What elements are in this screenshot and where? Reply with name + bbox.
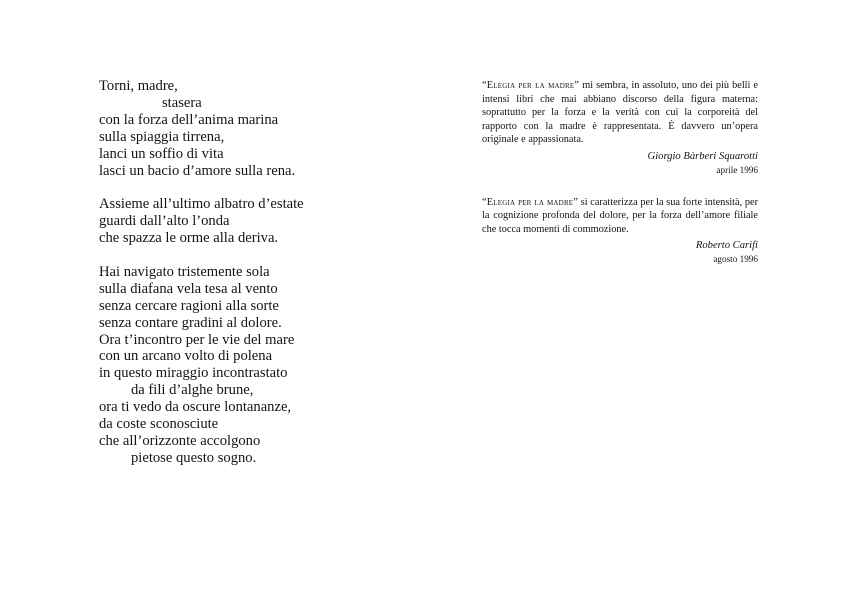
- poem-line: con la forza dell’anima marina: [99, 111, 279, 128]
- poem-line: Ora t’incontro per le vie del mare: [99, 331, 295, 348]
- poem-line: senza contare gradini al dolore.: [99, 314, 282, 331]
- poem-line: sulla spiaggia tirrena,: [99, 128, 225, 145]
- poem-line: lasci un bacio d’amore sulla rena.: [99, 162, 296, 179]
- poem-line: da coste sconosciute: [99, 416, 219, 433]
- review-date: aprile 1996: [716, 164, 758, 175]
- poem-line: in questo miraggio incontrastato: [99, 365, 288, 382]
- poem-line: pietose questo sogno.: [131, 449, 257, 466]
- review-book-title: “Elegia per la madre”: [482, 196, 579, 208]
- review-text: [482, 79, 758, 147]
- poem-line: che spazza le orme alla deriva.: [99, 230, 279, 247]
- review-author: Roberto Carifi: [695, 240, 758, 252]
- poem-line: con un arcano volto di polena: [99, 348, 273, 365]
- review-carifi: [482, 196, 758, 265]
- poem-line: guardi dall’alto l’onda: [99, 213, 230, 230]
- poem-stanza-1: [99, 78, 399, 179]
- poem-line: sulla diafana vela tesa al vento: [99, 280, 278, 297]
- poem-line: Hai navigato tristemente sola: [99, 263, 270, 280]
- poem-stanza-2: [99, 196, 399, 247]
- review-author: Giorgio Bàrberi Squarotti: [647, 150, 758, 162]
- poem-line: senza cercare ragioni alla sorte: [99, 297, 279, 314]
- review-squarotti: [482, 79, 758, 176]
- review-text: [482, 196, 758, 237]
- reviews-column: [482, 79, 758, 285]
- review-date: agosto 1996: [713, 253, 758, 264]
- poem-line: Torni, madre,: [99, 78, 178, 94]
- poem-line: che all’orizzonte accolgono: [99, 433, 261, 449]
- poem-line: da fili d’alghe brune,: [131, 382, 254, 399]
- review-body: si caratterizza per la sua forte intensità, per la cognizione profonda del dolore, per la forza dell’amore filiale che tocca momenti di commozione.: [482, 196, 759, 235]
- review-body: mi sembra, in assoluto, uno dei più belli e intensi libri che mai abbiano discorso della figura materna: soprattutto per la forza e la verità con cui la corporeità del rapporto con la madre è rappresentata. È davvero un’opera originale e appassionata.: [482, 80, 758, 146]
- poem-line: stasera: [162, 94, 202, 111]
- poem-stanza-3: [99, 264, 399, 467]
- poem-line: lanci un soffio di vita: [99, 145, 224, 162]
- review-book-title: “Elegia per la madre”: [482, 80, 580, 91]
- poem: [99, 78, 399, 484]
- poem-line: Assieme all’ultimo albatro d’estate: [99, 196, 304, 213]
- poem-line: ora ti vedo da oscure lontananze,: [99, 399, 292, 416]
